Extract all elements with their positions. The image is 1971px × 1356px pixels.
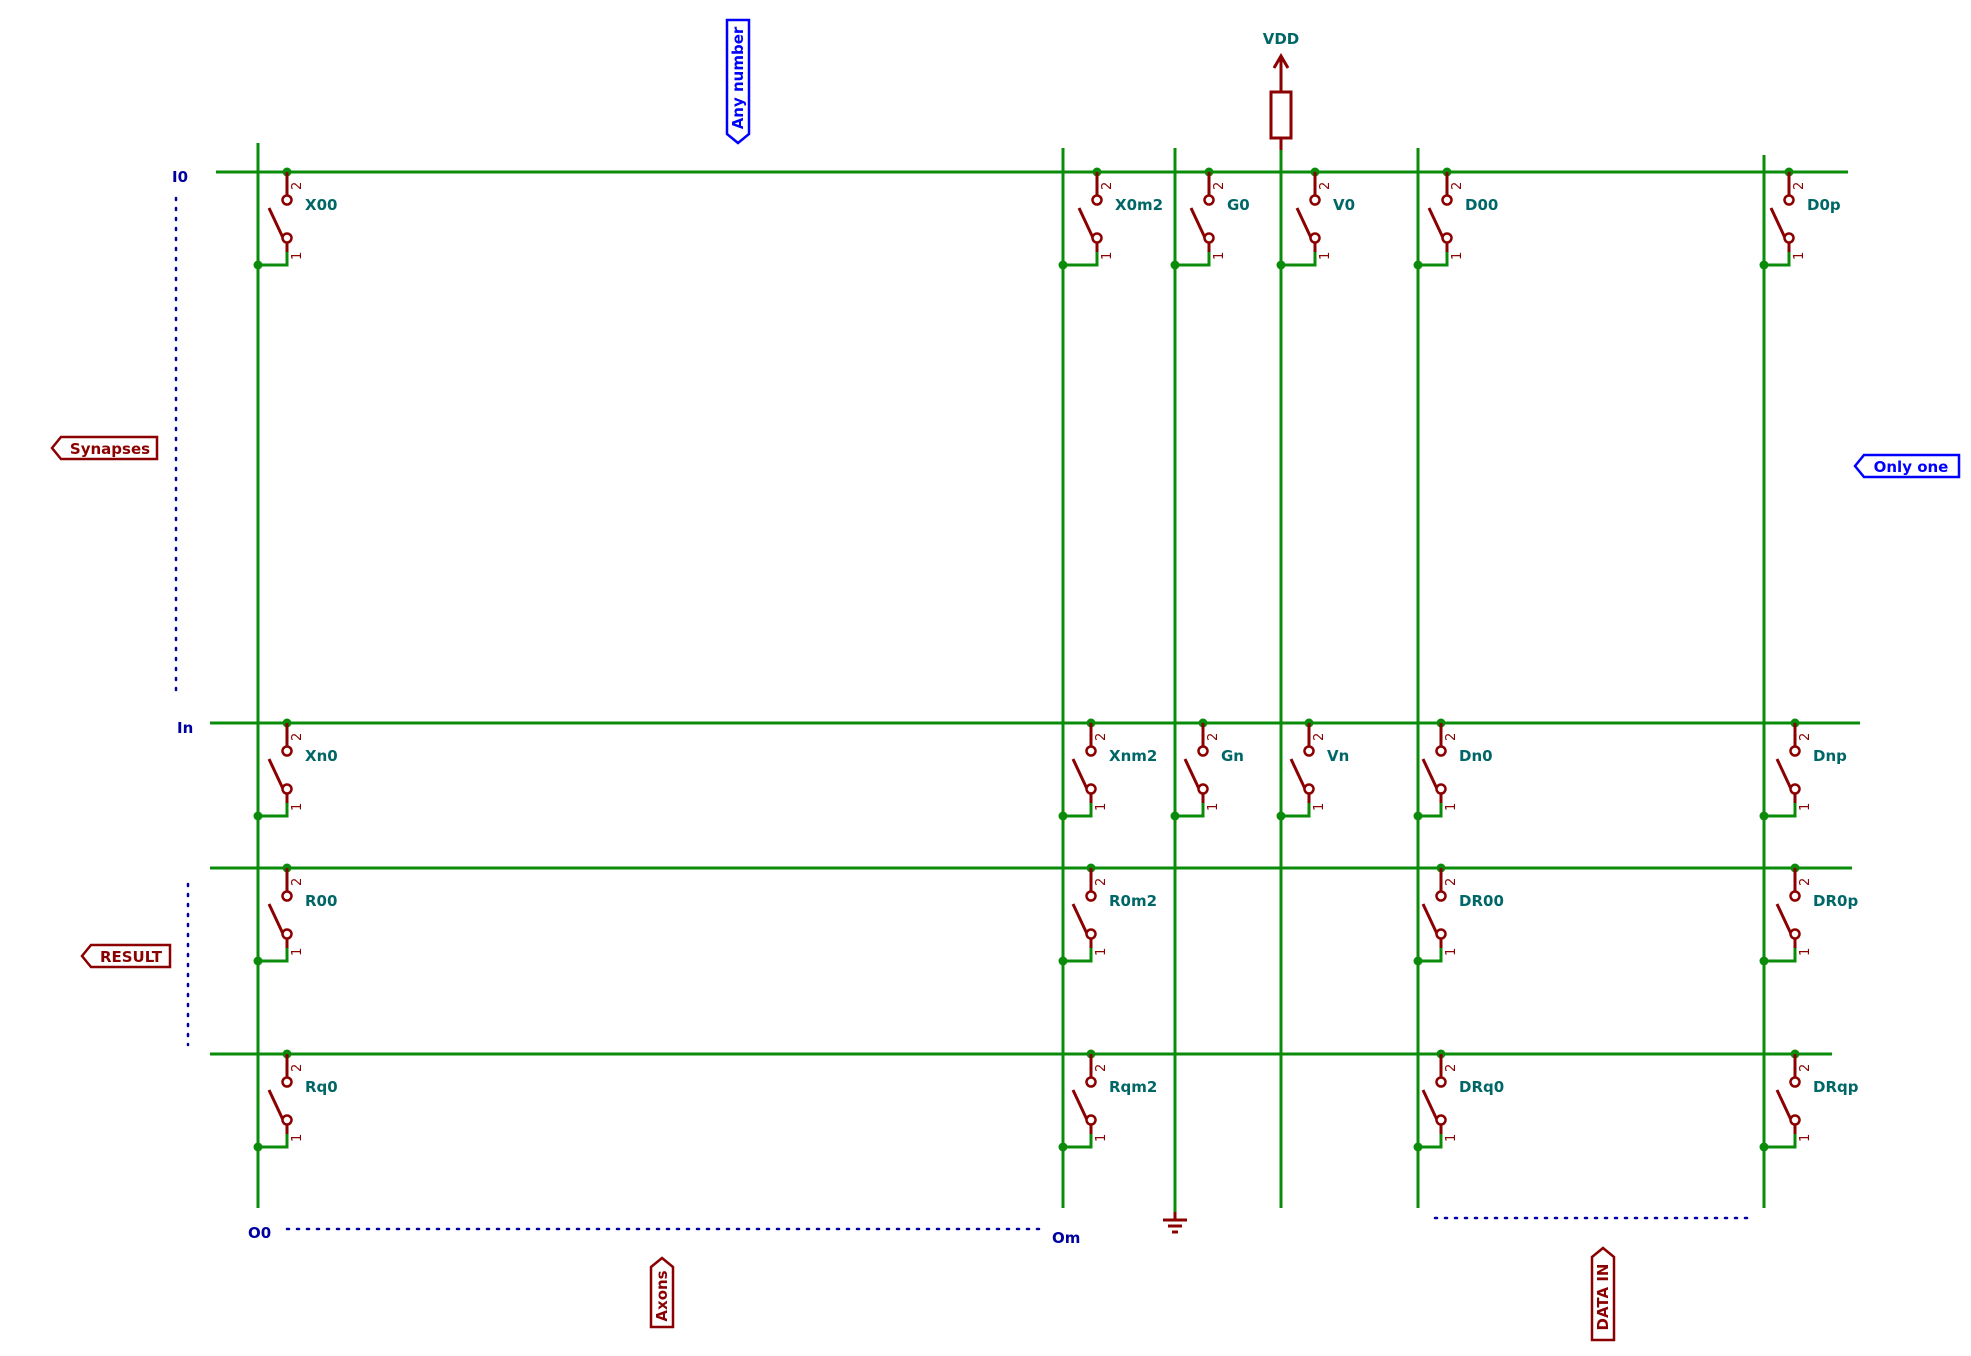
switch-ref-label: X00 (305, 196, 338, 214)
pin-number: 2 (1212, 181, 1227, 190)
switch-ref-label: DRqp (1813, 1078, 1859, 1096)
pin-number: 1 (290, 251, 305, 260)
pin-number: 2 (1798, 732, 1813, 741)
pin-number: 2 (1318, 181, 1333, 190)
switch-ref-label: Dn0 (1459, 747, 1493, 765)
svg-text:Only one: Only one (1873, 458, 1949, 476)
pin-number: 2 (1312, 732, 1327, 741)
pin-number: 2 (1094, 1063, 1109, 1072)
pin-number: 1 (1318, 251, 1333, 260)
switch-ref-label: R00 (305, 892, 338, 910)
pin-number: 1 (1450, 251, 1465, 260)
net-label-o0: O0 (248, 1224, 272, 1242)
svg-text:Any number: Any number (729, 26, 747, 130)
pin-number: 1 (1094, 802, 1109, 811)
pin-number: 2 (1798, 1063, 1813, 1072)
switch-ref-label: Rq0 (305, 1078, 338, 1096)
net-label-i0: I0 (172, 168, 189, 186)
pin-number: 1 (290, 947, 305, 956)
switch-ref-label: Xn0 (305, 747, 338, 765)
net-label-om: Om (1052, 1229, 1081, 1247)
switch-ref-label: V0 (1333, 196, 1356, 214)
switch-ref-label: Xnm2 (1109, 747, 1158, 765)
pin-number: 2 (1206, 732, 1221, 741)
pin-number: 1 (290, 1133, 305, 1142)
pin-number: 1 (1798, 947, 1813, 956)
pin-number: 1 (290, 802, 305, 811)
switch-ref-label: Rqm2 (1109, 1078, 1158, 1096)
net-label-in: In (177, 719, 194, 737)
switch-ref-label: DR0p (1813, 892, 1859, 910)
switch-ref-label: X0m2 (1115, 196, 1164, 214)
switch-ref-label: D00 (1465, 196, 1499, 214)
switch-ref-label: R0m2 (1109, 892, 1158, 910)
svg-text:Axons: Axons (653, 1270, 671, 1322)
pin-number: 2 (290, 1063, 305, 1072)
switch-ref-label: DR00 (1459, 892, 1504, 910)
switch-ref-label: DRq0 (1459, 1078, 1505, 1096)
switch-ref-label: Vn (1327, 747, 1350, 765)
pin-number: 1 (1444, 802, 1459, 811)
pin-number: 1 (1206, 802, 1221, 811)
svg-text:DATA IN: DATA IN (1594, 1263, 1612, 1331)
pin-number: 1 (1094, 947, 1109, 956)
svg-text:RESULT: RESULT (99, 948, 163, 966)
pin-number: 2 (1450, 181, 1465, 190)
pin-number: 1 (1798, 802, 1813, 811)
pin-number: 1 (1444, 1133, 1459, 1142)
pin-number: 2 (1798, 877, 1813, 886)
pin-number: 2 (290, 732, 305, 741)
switch-ref-label: Gn (1221, 747, 1244, 765)
switch-ref-label: D0p (1807, 196, 1841, 214)
label-any-number (727, 20, 749, 143)
pin-number: 1 (1094, 1133, 1109, 1142)
pin-number: 2 (1100, 181, 1115, 190)
pin-number: 2 (1444, 877, 1459, 886)
pin-number: 2 (290, 181, 305, 190)
pin-number: 1 (1444, 947, 1459, 956)
switch-ref-label: Dnp (1813, 747, 1847, 765)
pin-number: 1 (1212, 251, 1227, 260)
pin-number: 2 (1444, 1063, 1459, 1072)
switch-ref-label: G0 (1227, 196, 1250, 214)
pin-number: 1 (1792, 251, 1807, 260)
pin-number: 2 (1094, 732, 1109, 741)
vdd-label: VDD (1262, 30, 1300, 48)
pin-number: 2 (290, 877, 305, 886)
pin-number: 1 (1100, 251, 1115, 260)
pin-number: 1 (1312, 802, 1327, 811)
svg-text:Synapses: Synapses (69, 440, 151, 458)
pin-number: 1 (1798, 1133, 1813, 1142)
pin-number: 2 (1444, 732, 1459, 741)
pin-number: 2 (1792, 181, 1807, 190)
pin-number: 2 (1094, 877, 1109, 886)
